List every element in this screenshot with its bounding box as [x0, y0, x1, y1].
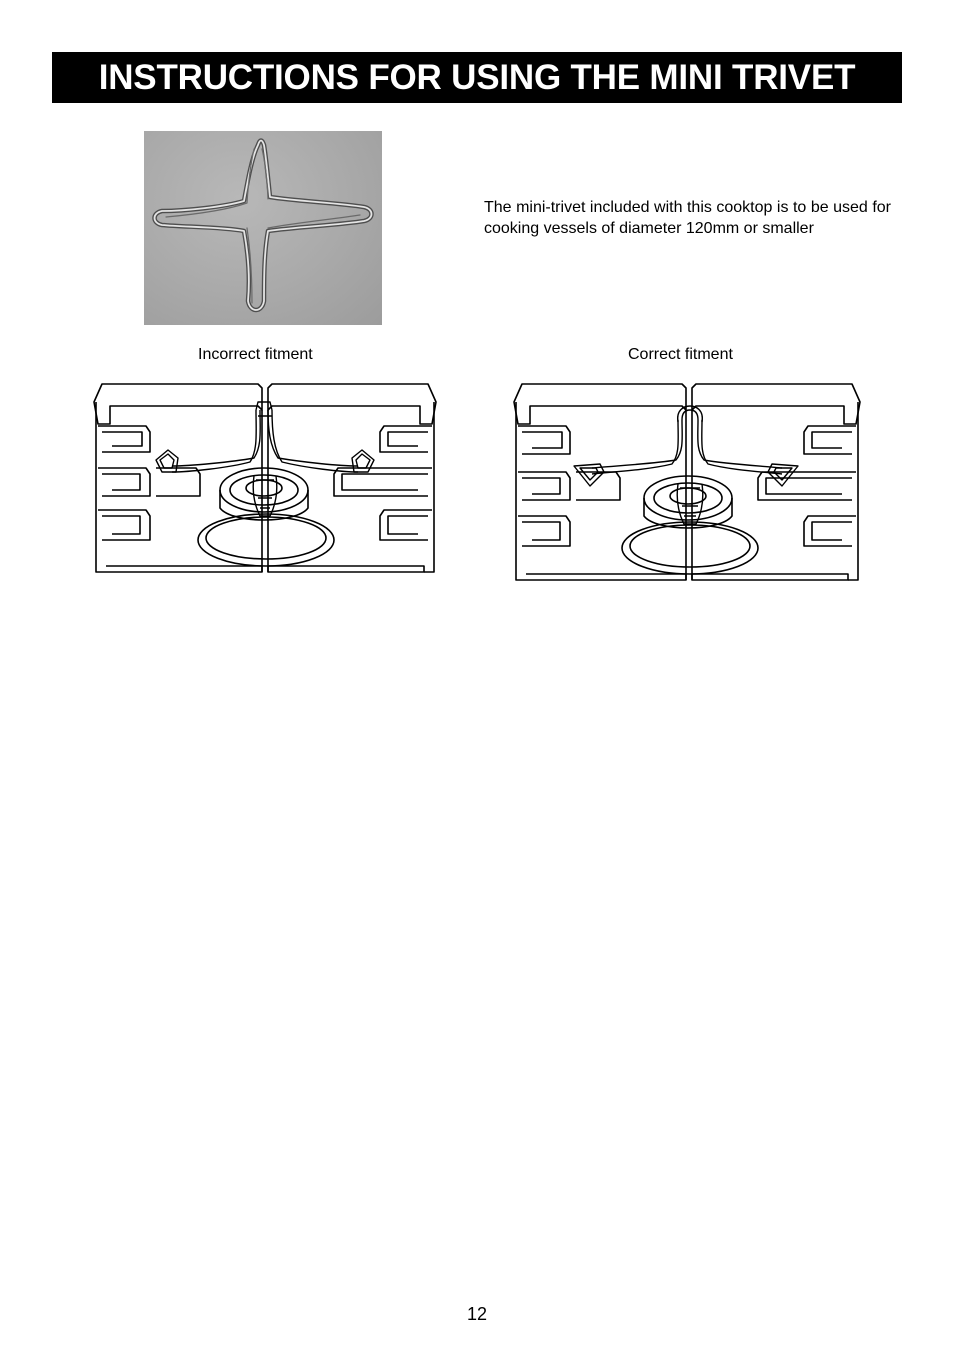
title-bar [52, 52, 902, 103]
cooktop-incorrect-icon [92, 380, 438, 578]
mini-trivet-icon [144, 131, 382, 325]
correct-fitment-diagram [512, 380, 862, 584]
page-title: INSTRUCTIONS FOR USING THE MINI TRIVET [98, 57, 856, 97]
cooktop-correct-icon [512, 380, 862, 584]
mini-trivet-photo [144, 131, 382, 325]
incorrect-fitment-caption: Incorrect fitment [198, 346, 313, 363]
page-number: 12 [466, 1304, 488, 1324]
correct-fitment-caption: Correct fitment [628, 346, 733, 363]
incorrect-fitment-diagram [92, 380, 438, 578]
description-text: The mini-trivet included with this cooktop is to be used for cooking vessels of diameter 120mm or smaller [484, 199, 891, 237]
